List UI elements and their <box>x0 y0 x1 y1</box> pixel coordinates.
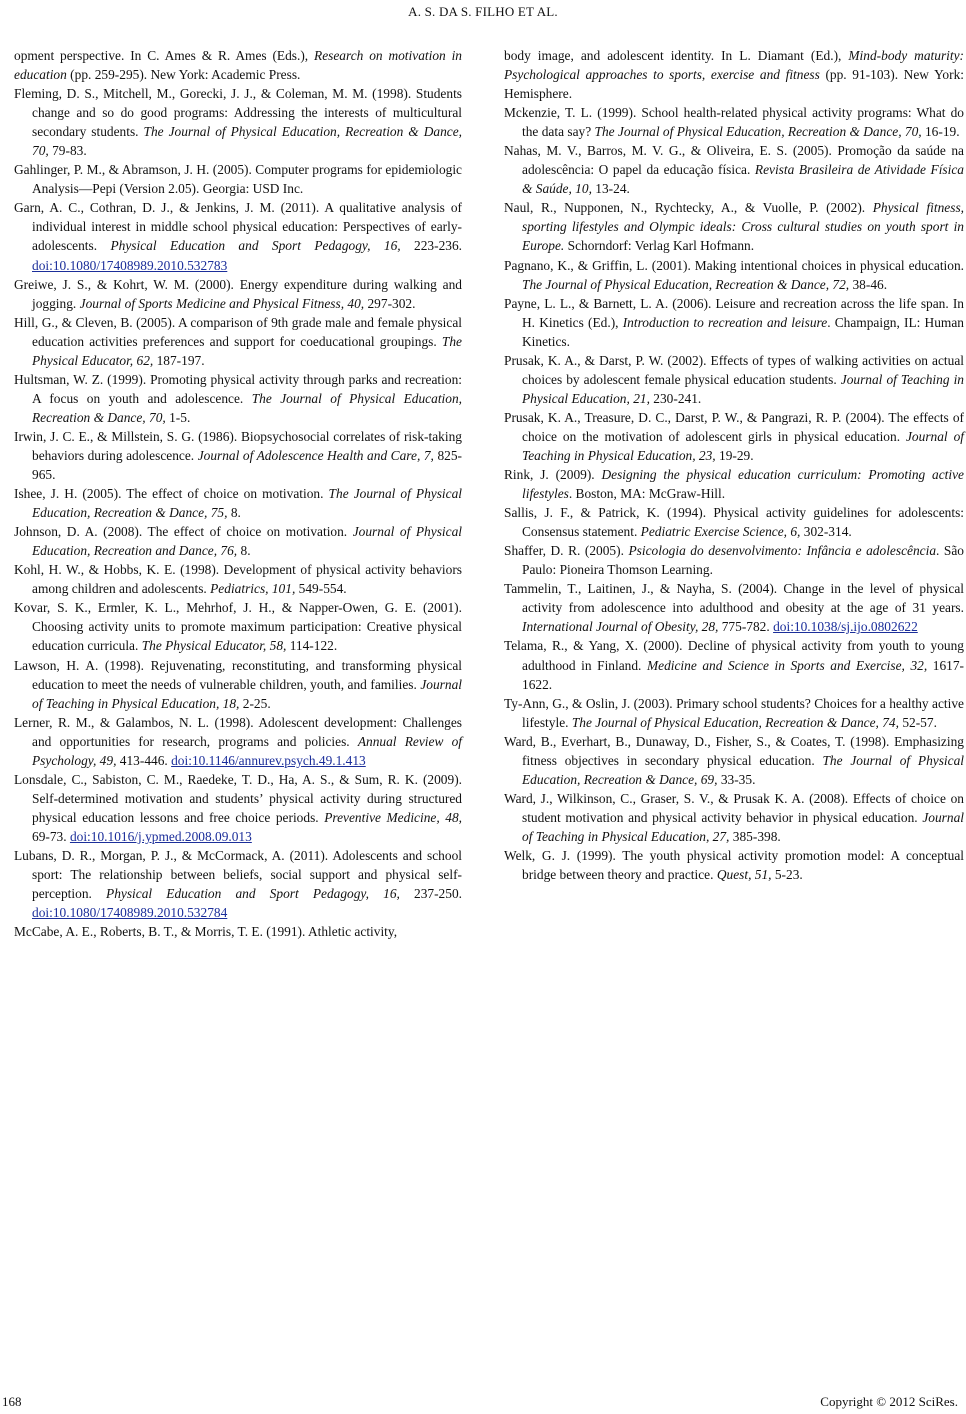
reference-source-italic: Physical Education and Sport Pedagogy, 16, <box>106 886 400 902</box>
reference-text: Payne, L. L., & Barnett, L. A. (2006). Leisure and recreation across the life span. In H. Kinetics (Ed.), <box>504 295 964 330</box>
reference-source-italic: The Journal of Physical Education, Recreation & Dance, 70, <box>32 124 462 159</box>
reference-source-italic: Journal of Teaching in Physical Education, 27, <box>522 809 964 844</box>
reference-source-italic: Physical Education and Sport Pedagogy, 16, <box>110 238 401 254</box>
reference-source-italic: Research on motivation in education <box>14 48 462 83</box>
reference-text: Shaffer, D. R. (2005). <box>504 543 629 559</box>
reference-pages: 385-398. <box>729 828 781 844</box>
reference-pages: 413-446. <box>116 752 172 768</box>
reference-text: Naul, R., Nupponen, N., Rychtecky, A., & Vuolle, P. (2002). <box>504 200 873 216</box>
reference-source-italic: The Journal of Physical Education, Recreation & Dance, 69, <box>522 752 965 787</box>
reference-source-italic: Journal of Teaching in Physical Education, 23, <box>522 428 964 463</box>
reference-entry <box>14 198 462 274</box>
reference-pages: 1617-1622. <box>522 657 965 692</box>
doi-link[interactable]: doi:10.1016/j.ypmed.2008.09.013 <box>69 828 252 844</box>
reference-source-italic: Pediatrics, 101, <box>210 581 296 597</box>
reference-source-italic: Quest, 51, <box>716 867 772 883</box>
reference-text: Ty-Ann, G., & Oslin, J. (2003). Primary school students? Choices for a healthy active lifestyle. <box>504 695 964 730</box>
reference-entry <box>14 46 462 84</box>
reference-source-italic: Annual Review of Psychology, 49, <box>32 733 462 768</box>
reference-text: Hill, G., & Cleven, B. (2005). A comparison of 9th grade male and female physical education activities preferences and support for coeducational groupings. <box>14 314 462 349</box>
reference-entry <box>504 294 964 351</box>
copyright-notice: Copyright © 2012 SciRes. <box>820 1394 958 1409</box>
reference-pages: . Boston, MA: McGraw-Hill. <box>568 486 726 502</box>
reference-entry <box>504 732 964 789</box>
reference-source-italic: The Journal of Physical Education, Recreation & Dance, 70, <box>594 124 922 140</box>
reference-pages: (pp. 91-103). New York: Hemisphere. <box>504 67 964 102</box>
reference-pages: 237-250. <box>399 886 462 902</box>
reference-source-italic: The Journal of Physical Education, Recreation & Dance, 74, <box>571 714 899 730</box>
reference-entry <box>504 141 964 198</box>
reference-pages: 8. <box>237 543 251 559</box>
reference-source-italic: Designing the physical education curriculum: Promoting active lifestyles <box>522 467 964 502</box>
reference-text: opment perspective. In C. Ames & R. Ames (Eds.), <box>14 48 315 63</box>
reference-pages: 8. <box>227 505 241 521</box>
running-header: A. S. DA S. FILHO ET AL. <box>408 4 558 19</box>
reference-pages: 69-73. <box>32 828 70 844</box>
reference-pages: 16-19. <box>921 124 960 140</box>
reference-source-italic: Introduction to recreation and leisure <box>622 314 828 330</box>
reference-entry <box>14 370 462 427</box>
reference-pages: 187-197. <box>153 352 205 368</box>
reference-text: Garn, A. C., Cothran, D. J., & Jenkins, J. M. (2011). A qualitative analysis of individual interest in middle school physical education: Perspectives of early-adolescents. <box>14 200 462 254</box>
reference-text: Tammelin, T., Laitinen, J., & Nayha, S. (2004). Change in the level of physical activity from adolescence into adulthood and obesity at the age of 31 years. <box>504 581 964 616</box>
doi-link[interactable]: doi:10.1080/17408989.2010.532784 <box>32 905 228 921</box>
reference-pages: 38-46. <box>849 276 888 292</box>
reference-text: body image, and adolescent identity. In L. Diamant (Ed.), <box>504 48 849 63</box>
reference-pages: 114-122. <box>286 638 338 654</box>
reference-pages: 5-23. <box>771 867 803 883</box>
reference-entry <box>504 579 964 636</box>
reference-source-italic: Journal of Sports Medicine and Physical Fitness, 40, <box>79 295 365 311</box>
reference-text: Rink, J. (2009). <box>504 467 602 483</box>
reference-text: Pagnano, K., & Griffin, L. (2001). Making intentional choices in physical education. <box>504 257 964 273</box>
reference-text: Welk, G. J. (1999). The youth physical activity promotion model: A conceptual bridge between theory and practice. <box>504 847 964 883</box>
reference-pages: 19-29. <box>715 447 754 463</box>
reference-pages: Schorndorf: Verlag Karl Hofmann. <box>564 238 755 254</box>
reference-text: Greiwe, J. S., & Kohrt, W. M. (2000). Energy expenditure during walking and jogging. <box>14 276 462 311</box>
reference-pages: 13-24. <box>591 181 630 197</box>
reference-text: Hultsman, W. Z. (1999). Promoting physical activity through parks and recreation: A focus on youth and adolescence. <box>14 371 462 406</box>
reference-source-italic: Journal of Adolescence Health and Care, 7, <box>197 447 434 463</box>
reference-entry <box>504 256 964 294</box>
reference-source-italic: The Journal of Physical Education, Recreation & Dance, 72, <box>522 276 850 292</box>
reference-pages: 79-83. <box>48 143 87 159</box>
reference-entry <box>504 103 964 141</box>
reference-entry <box>14 427 462 484</box>
page-number: 168 <box>2 1394 22 1409</box>
reference-entry <box>14 770 462 846</box>
reference-source-italic: Revista Brasileira de Atividade Física & Saúde, 10, <box>522 162 964 197</box>
reference-pages: . São Paulo: Pioneira Thomson Learning. <box>522 543 964 578</box>
reference-entry <box>504 408 964 465</box>
reference-text: Ward, J., Wilkinson, C., Graser, S. V., & Prusak K. A. (2008). Effects of choice on student motivation and physical activity behavior in physical education. <box>504 790 964 825</box>
reference-entry <box>504 465 964 503</box>
reference-entry <box>14 598 462 655</box>
doi-link[interactable]: doi:10.1080/17408989.2010.532783 <box>32 257 228 273</box>
reference-entry <box>14 656 462 713</box>
reference-pages: 825-965. <box>32 447 462 483</box>
reference-source-italic: Physical fitness, sporting lifestyles and Olympic ideals: Cross cultural studies on youth sport in Europe. <box>522 200 965 254</box>
reference-text: Kohl, H. W., & Hobbs, K. E. (1998). Development of physical activity behaviors among children and adolescents. <box>14 562 462 597</box>
reference-text: Lubans, D. R., Morgan, P. J., & McCormack, A. (2011). Adolescents and school sport: The relationship between beliefs, social support and physical self-perception. <box>14 847 462 902</box>
reference-pages: 33-35. <box>717 771 756 787</box>
reference-column-right <box>504 46 964 884</box>
reference-entry <box>504 846 964 884</box>
reference-entry <box>504 503 964 541</box>
reference-text: Kovar, S. K., Ermler, K. L., Mehrhof, J. H., & Napper-Owen, G. E. (2001). Choosing activity units to promote maximum participation: Creative physical education curricula. <box>14 600 462 654</box>
reference-pages: 297-302. <box>364 295 416 311</box>
reference-text: Ward, B., Everhart, B., Dunaway, D., Fisher, S., & Coates, T. (1998). Emphasizing fitness objectives in secondary physical education. <box>504 733 964 768</box>
reference-text: Fleming, D. S., Mitchell, M., Gorecki, J. J., & Coleman, M. M. (1998). Students change and so do good programs: Addressing the interests of multicultural secondary students. <box>14 86 462 140</box>
reference-text: Telama, R., & Yang, X. (2000). Decline of physical activity from youth to young adulthood in Finland. <box>504 638 964 673</box>
reference-entry <box>504 636 964 693</box>
reference-source-italic: Medicine and Science in Sports and Exercise, 32, <box>646 657 928 673</box>
reference-entry <box>14 84 462 160</box>
reference-source-italic: The Physical Educator, 58, <box>141 638 287 654</box>
reference-text: McCabe, A. E., Roberts, B. T., & Morris, T. E. (1991). Athletic activity, <box>14 924 398 940</box>
reference-pages: 549-554. <box>295 581 347 597</box>
reference-text: Ishee, J. H. (2005). The effect of choice on motivation. <box>14 486 329 502</box>
reference-source-italic: Journal of Teaching in Physical Education, 21, <box>522 371 964 406</box>
reference-entry <box>504 789 964 846</box>
reference-entry <box>14 275 462 313</box>
reference-pages: 1-5. <box>165 409 191 425</box>
reference-text: Lawson, H. A. (1998). Rejuvenating, reconstituting, and transforming physical education to meet the needs of vulnerable children, youth, and families. <box>14 657 462 692</box>
reference-entry <box>504 351 964 408</box>
reference-source-italic: Journal of Physical Education, Recreation and Dance, 76, <box>32 524 462 559</box>
reference-entry <box>14 313 462 370</box>
reference-source-italic: Preventive Medicine, 48, <box>324 809 462 825</box>
reference-source-italic: Journal of Teaching in Physical Education, 18, <box>32 676 462 711</box>
reference-entry <box>504 694 964 732</box>
reference-column-left <box>14 46 462 941</box>
reference-text: Prusak, K. A., & Darst, P. W. (2002). Effects of types of walking activities on actual choices by adolescent female physical education students. <box>504 352 964 387</box>
reference-pages: 230-241. <box>649 390 702 406</box>
reference-entry <box>504 198 964 255</box>
reference-text: Irwin, J. C. E., & Millstein, S. G. (1986). Biopsychosocial correlates of risk-taking behaviors during adolescence. <box>14 428 462 463</box>
reference-text: Johnson, D. A. (2008). The effect of choice on motivation. <box>14 524 353 540</box>
reference-entry <box>14 922 462 941</box>
reference-text: Sallis, J. F., & Patrick, K. (1994). Physical activity guidelines for adolescents: Consensus statement. <box>504 505 964 540</box>
reference-pages: 223-236. <box>400 238 463 254</box>
reference-entry <box>504 541 964 579</box>
reference-source-italic: Pediatric Exercise Science, 6, <box>640 524 801 540</box>
reference-entry <box>14 846 462 922</box>
reference-pages: . Champaign, IL: Human Kinetics. <box>522 314 964 349</box>
reference-entry <box>14 713 462 770</box>
reference-source-italic: International Journal of Obesity, 28, <box>522 619 719 635</box>
reference-source-italic: The Physical Educator, 62, <box>32 333 462 368</box>
reference-pages: 2-25. <box>239 695 271 711</box>
reference-text: Mckenzie, T. L. (1999). School health-related physical activity programs: What do the data say? <box>504 105 964 140</box>
reference-entry <box>14 522 462 560</box>
reference-text: Gahlinger, P. M., & Abramson, J. H. (2005). Computer programs for epidemiologic Analysis—Pepi (Version 2.05). Georgia: USD Inc. <box>14 162 462 197</box>
reference-pages: 52-57. <box>898 714 937 730</box>
reference-entry <box>14 160 462 198</box>
reference-source-italic: Mind-body maturity: Psychological approaches to sports, exercise and fitness <box>504 48 964 83</box>
reference-text: Lonsdale, C., Sabiston, C. M., Raedeke, T. D., Ha, A. S., & Sum, R. K. (2009). Self-determined motivation and students’ physical activity during structured physical education lessons and free choice periods. <box>14 771 462 825</box>
reference-entry <box>14 560 462 598</box>
doi-link[interactable]: doi:10.1038/sj.ijo.0802622 <box>773 619 918 635</box>
doi-link[interactable]: doi:10.1146/annurev.psych.49.1.413 <box>171 752 366 768</box>
reference-pages: 302-314. <box>800 524 852 540</box>
reference-source-italic: Psicologia do desenvolvimento: Infância e adolescência <box>628 543 937 559</box>
reference-text: Lerner, R. M., & Galambos, N. L. (1998). Adolescent development: Challenges and opportunities for research, programs and policies. <box>14 714 462 749</box>
reference-entry <box>14 484 462 522</box>
reference-pages: 775-782. <box>718 619 774 635</box>
reference-source-italic: The Journal of Physical Education, Recreation & Dance, 75, <box>32 486 463 521</box>
reference-entry <box>504 46 964 103</box>
reference-text: Nahas, M. V., Barros, M. V. G., & Oliveira, E. S. (2005). Promoção da saúde na adolescência: O papel da educação física. <box>504 143 964 178</box>
reference-source-italic: The Journal of Physical Education, Recreation & Dance, 70, <box>32 390 463 425</box>
reference-text: Prusak, K. A., Treasure, D. C., Darst, P. W., & Pangrazi, R. P. (2004). The effects of choice on the motivation of adolescent girls in physical education. <box>504 409 964 444</box>
reference-pages: (pp. 259-295). New York: Academic Press. <box>66 67 301 83</box>
